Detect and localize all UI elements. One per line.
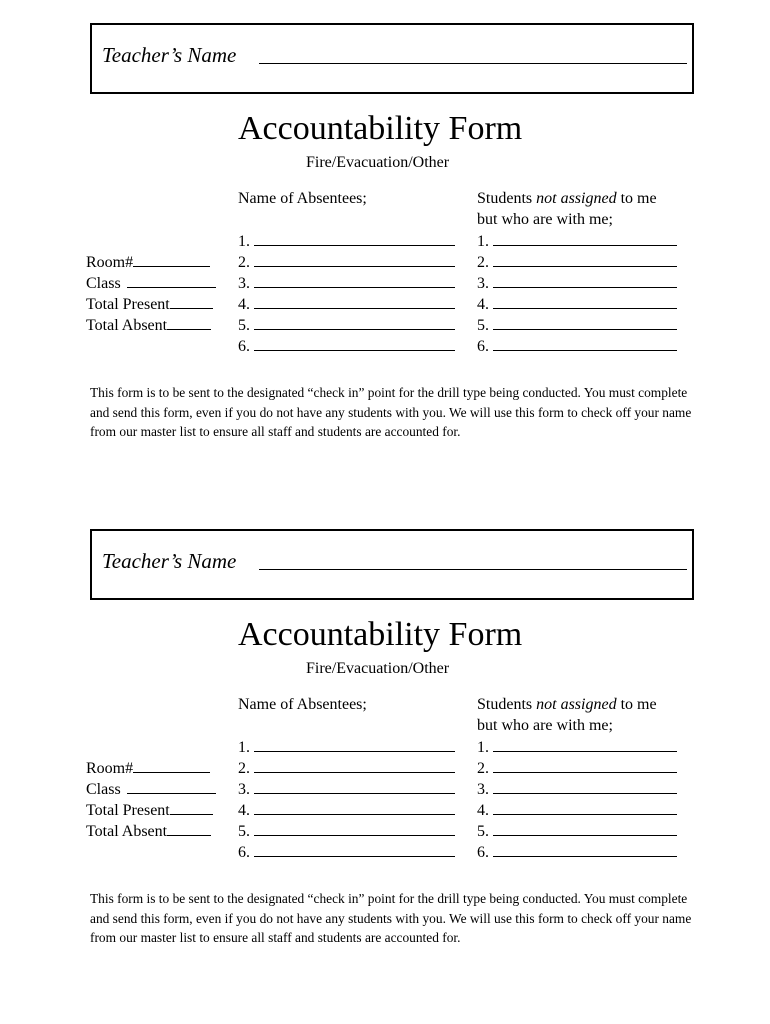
absentee-input[interactable] [254,821,455,836]
students-not-assigned-header [477,188,657,230]
form-subtitle: Fire/Evacuation/Other [306,154,450,171]
absentee-input[interactable] [254,779,455,794]
students-header-before: Students [477,696,537,713]
absentee-line [238,252,455,272]
teacher-name-label: Teacher’s Name [102,43,237,67]
teacher-name-field[interactable] [259,63,687,64]
absentee-number: 4. [238,802,250,819]
extra-student-input[interactable] [493,252,677,267]
students-header-after: to me [616,696,657,713]
extra-student-input[interactable] [493,800,677,815]
form-subtitle: Fire/Evacuation/Other [306,660,450,677]
instructions-paragraph: This form is to be sent to the designated “check in” point for the drill type being conducted. You must complete and send this form, even if you do not have any students with you. We will use this form to check off your name from our master list to ensure all staff and students are accounted for. [90,891,692,946]
extra-student-input[interactable] [493,294,677,309]
teacher-name-label: Teacher’s Name [102,549,237,573]
room-label: Room# [86,760,134,777]
absentees-header: Name of Absentees; [238,190,367,207]
absentee-input[interactable] [254,336,455,351]
extra-student-line [477,336,677,356]
absentee-input[interactable] [254,273,455,288]
extra-student-number: 1. [477,739,489,756]
absentee-input[interactable] [254,315,455,330]
students-header-line2: but who are with me; [477,211,613,228]
absentee-line [238,800,455,820]
extra-student-line [477,737,677,757]
extra-student-number: 4. [477,296,489,313]
extra-student-input[interactable] [493,779,677,794]
absentee-number: 5. [238,317,250,334]
total-present-label: Total Present [86,802,170,819]
extra-student-input[interactable] [493,842,677,857]
students-header-after: to me [616,190,657,207]
absentee-line [238,758,455,778]
total-absent-field [86,315,211,335]
form-title: Accountability Form [238,110,523,147]
extra-student-number: 1. [477,233,489,250]
teacher-name-box [90,23,694,94]
absentees-header: Name of Absentees; [238,696,367,713]
teacher-name-box [90,529,694,600]
total-absent-label: Total Absent [86,823,168,840]
extra-student-line [477,231,677,251]
teacher-name-field[interactable] [259,569,687,570]
absentee-number: 1. [238,233,250,250]
extra-student-line [477,779,677,799]
absentee-line [238,842,455,862]
absentee-line [238,294,455,314]
absentee-number: 2. [238,254,250,271]
absentee-input[interactable] [254,294,455,309]
students-not-assigned-header [477,694,657,736]
room-input[interactable] [133,758,210,773]
absentee-line [238,273,455,293]
extra-student-number: 6. [477,338,489,355]
accountability-form-2 [0,506,770,1012]
extra-student-number: 2. [477,760,489,777]
extra-student-input[interactable] [493,231,677,246]
total-absent-field [86,821,211,841]
absentee-line [238,231,455,251]
absentee-input[interactable] [254,231,455,246]
class-label: Class [86,275,121,292]
extra-student-number: 5. [477,823,489,840]
total-present-field [86,800,213,820]
total-absent-input[interactable] [167,821,211,836]
extra-student-input[interactable] [493,758,677,773]
absentee-input[interactable] [254,842,455,857]
absentee-input[interactable] [254,800,455,815]
extra-student-number: 3. [477,275,489,292]
students-header-before: Students [477,190,537,207]
total-present-input[interactable] [170,294,213,309]
accountability-form-1 [0,0,770,506]
absentee-line [238,779,455,799]
absentee-input[interactable] [254,737,455,752]
students-header-emphasis: not assigned [536,190,617,207]
absentee-line [238,737,455,757]
extra-student-line [477,800,677,820]
students-header-line2: but who are with me; [477,717,613,734]
extra-student-line [477,294,677,314]
extra-student-line [477,758,677,778]
room-field [86,758,210,778]
extra-student-number: 5. [477,317,489,334]
extra-student-number: 2. [477,254,489,271]
extra-student-line [477,315,677,335]
total-present-input[interactable] [170,800,213,815]
form-title: Accountability Form [238,616,523,653]
extra-student-input[interactable] [493,821,677,836]
class-field [86,779,216,799]
extra-student-line [477,821,677,841]
absentee-number: 3. [238,275,250,292]
extra-student-line [477,842,677,862]
extra-student-line [477,273,677,293]
extra-student-input[interactable] [493,273,677,288]
absentee-line [238,315,455,335]
students-header-emphasis: not assigned [536,696,617,713]
total-present-label: Total Present [86,296,170,313]
absentee-number: 6. [238,338,250,355]
extra-student-number: 3. [477,781,489,798]
class-input[interactable] [127,779,216,794]
absentee-number: 1. [238,739,250,756]
class-input[interactable] [127,273,216,288]
absentee-number: 6. [238,844,250,861]
room-label: Room# [86,254,134,271]
absentee-number: 3. [238,781,250,798]
absentee-input[interactable] [254,758,455,773]
total-absent-input[interactable] [167,315,211,330]
total-absent-label: Total Absent [86,317,168,334]
absentee-line [238,336,455,356]
absentee-number: 5. [238,823,250,840]
extra-student-input[interactable] [493,315,677,330]
extra-student-line [477,252,677,272]
total-present-field [86,294,213,314]
extra-student-number: 6. [477,844,489,861]
extra-student-number: 4. [477,802,489,819]
room-field [86,252,210,272]
absentee-line [238,821,455,841]
absentee-number: 2. [238,760,250,777]
instructions-paragraph: This form is to be sent to the designated “check in” point for the drill type being conducted. You must complete and send this form, even if you do not have any students with you. We will use this form to check off your name from our master list to ensure all staff and students are accounted for. [90,385,692,440]
room-input[interactable] [133,252,210,267]
class-label: Class [86,781,121,798]
class-field [86,273,216,293]
extra-student-input[interactable] [493,737,677,752]
absentee-number: 4. [238,296,250,313]
extra-student-input[interactable] [493,336,677,351]
absentee-input[interactable] [254,252,455,267]
